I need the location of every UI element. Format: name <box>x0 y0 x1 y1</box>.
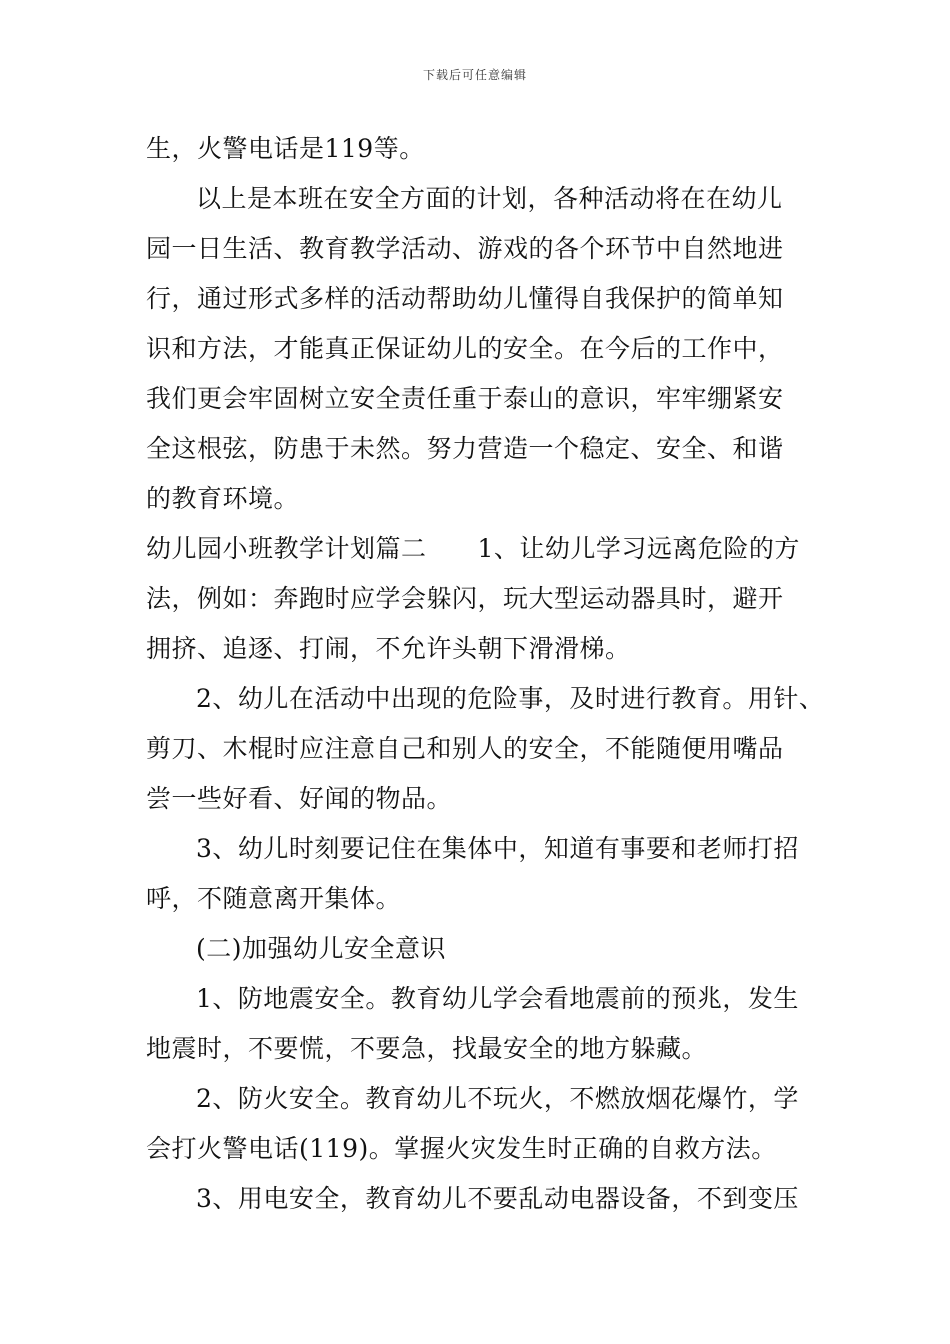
text-line: 2、幼儿在活动中出现的危险事，及时进行教育。用针、 <box>196 684 825 713</box>
text-line: 剪刀、木棍时应注意自己和别人的安全，不能随便用嘴品 <box>146 734 784 763</box>
text-line: 3、幼儿时刻要记住在集体中，知道有事要和老师打招 <box>196 834 799 863</box>
text-line: 地震时，不要慌，不要急，找最安全的地方躲藏。 <box>146 1034 708 1063</box>
text-line: 识和方法，才能真正保证幼儿的安全。在今后的工作中， <box>146 334 784 363</box>
text-line: 行，通过形式多样的活动帮助幼儿懂得自我保护的简单知 <box>146 284 784 313</box>
subsection-heading: (二)加强幼儿安全意识 <box>196 934 447 963</box>
text-line: 以上是本班在安全方面的计划，各种活动将在在幼儿 <box>196 184 783 213</box>
text-line: 法，例如：奔跑时应学会躲闪，玩大型运动器具时，避开 <box>146 584 784 613</box>
text-line: 的教育环境。 <box>146 484 300 513</box>
text-line: 会打火警电话(119)。掌握火灾发生时正确的自救方法。 <box>146 1134 777 1163</box>
text-line: 我们更会牢固树立安全责任重于泰山的意识，牢牢绷紧安 <box>146 384 784 413</box>
text-line: 呼，不随意离开集体。 <box>146 884 402 913</box>
text-line: 2、防火安全。教育幼儿不玩火，不燃放烟花爆竹，学 <box>196 1084 799 1113</box>
text-line: 3、用电安全，教育幼儿不要乱动电器设备，不到变压 <box>196 1184 799 1213</box>
page-header: 下载后可任意编辑 <box>422 68 527 82</box>
text-line: 全这根弦，防患于未然。努力营造一个稳定、安全、和谐 <box>146 434 784 463</box>
text-line: 园一日生活、教育教学活动、游戏的各个环节中自然地进 <box>146 234 784 263</box>
section-heading-line: 幼儿园小班教学计划篇二 1、让幼儿学习远离危险的方 <box>146 534 800 563</box>
text-line: 1、防地震安全。教育幼儿学会看地震前的预兆，发生 <box>196 984 799 1013</box>
text-line: 尝一些好看、好闻的物品。 <box>146 784 453 813</box>
text-line: 生，火警电话是119等。 <box>146 134 425 163</box>
text-line: 拥挤、追逐、打闹，不允许头朝下滑滑梯。 <box>146 634 631 663</box>
